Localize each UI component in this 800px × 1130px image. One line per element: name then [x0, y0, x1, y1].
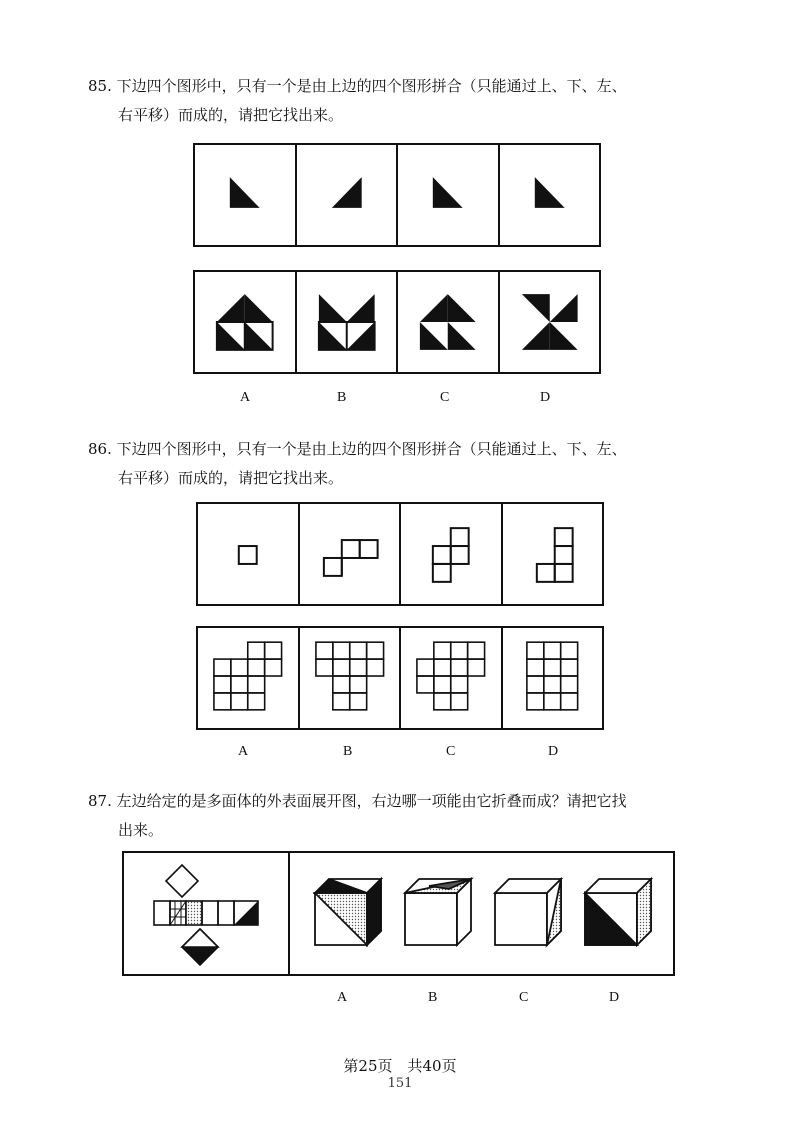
triangle-icon [195, 145, 295, 245]
grid-shape-icon [198, 628, 298, 728]
question-text-line2: 右平移）而成的，请把它找出来。 [118, 469, 344, 487]
q86-piece-4 [503, 504, 603, 604]
q87-label-c[interactable]: C [519, 990, 529, 1005]
q85-piece-1 [195, 145, 297, 245]
grid-shape-icon [300, 504, 400, 604]
grid-shape-icon [503, 504, 603, 604]
q86-piece-3 [401, 504, 503, 604]
question-text-line2: 出来。 [118, 821, 164, 839]
square-icon [198, 504, 298, 604]
q85-option-c-figure[interactable] [398, 272, 500, 372]
question-86 [88, 435, 728, 493]
grid-shape-icon [401, 504, 501, 604]
triangle-icon [500, 145, 600, 245]
q87-option-a-cube[interactable] [309, 873, 385, 953]
question-number: 85. [88, 77, 112, 95]
question-87 [88, 787, 728, 845]
q85-given-pieces [193, 143, 601, 247]
q86-given-pieces [196, 502, 604, 606]
question-number: 87. [88, 792, 112, 810]
triangle-icon [297, 145, 397, 245]
q85-options [193, 270, 601, 374]
q86-piece-1 [198, 504, 300, 604]
divider [288, 853, 290, 974]
q87-option-b-cube[interactable] [399, 873, 475, 953]
q87-option-d-cube[interactable] [579, 873, 655, 953]
q85-piece-3 [398, 145, 500, 245]
page-number: 151 [387, 1076, 413, 1091]
composite-shape-icon [500, 272, 600, 372]
triangle-icon [398, 145, 498, 245]
question-text-line1: 左边给定的是多面体的外表面展开图，右边哪一项能由它折叠而成？请把它找 [116, 792, 627, 810]
q85-label-a[interactable]: A [240, 390, 251, 405]
question-text-line2: 右平移）而成的，请把它找出来。 [118, 106, 344, 124]
q86-option-c-figure[interactable] [401, 628, 503, 728]
q85-option-b-figure[interactable] [297, 272, 399, 372]
q85-piece-2 [297, 145, 399, 245]
question-text-line1: 下边四个图形中，只有一个是由上边的四个图形拼合（只能通过上、下、左、 [116, 77, 627, 95]
q86-label-d[interactable]: D [548, 744, 559, 759]
grid-shape-icon [401, 628, 501, 728]
q86-label-a[interactable]: A [238, 744, 249, 759]
q85-label-d[interactable]: D [540, 390, 551, 405]
q86-label-b[interactable]: B [343, 744, 353, 759]
question-85 [88, 72, 728, 130]
question-text-line1: 下边四个图形中，只有一个是由上边的四个图形拼合（只能通过上、下、左、 [116, 440, 627, 458]
q86-option-d-figure[interactable] [503, 628, 603, 728]
page-indicator: 第25页 共40页 [343, 1057, 457, 1075]
q87-figure-box [122, 851, 675, 976]
q87-label-b[interactable]: B [428, 990, 438, 1005]
q85-label-c[interactable]: C [440, 390, 450, 405]
unfolded-net-icon [124, 853, 288, 974]
q85-option-a-figure[interactable] [195, 272, 297, 372]
question-number: 86. [88, 440, 112, 458]
composite-shape-icon [398, 272, 498, 372]
q87-label-a[interactable]: A [337, 990, 348, 1005]
q86-option-a-figure[interactable] [198, 628, 300, 728]
grid-shape-icon [300, 628, 400, 728]
q85-label-b[interactable]: B [337, 390, 347, 405]
q85-piece-4 [500, 145, 600, 245]
q87-option-c-cube[interactable] [489, 873, 565, 953]
grid-shape-icon [503, 628, 603, 728]
q86-label-c[interactable]: C [446, 744, 456, 759]
q86-option-b-figure[interactable] [300, 628, 402, 728]
q85-option-d-figure[interactable] [500, 272, 600, 372]
composite-shape-icon [195, 272, 295, 372]
composite-shape-icon [297, 272, 397, 372]
q86-piece-2 [300, 504, 402, 604]
q87-label-d[interactable]: D [609, 990, 620, 1005]
q86-options [196, 626, 604, 730]
